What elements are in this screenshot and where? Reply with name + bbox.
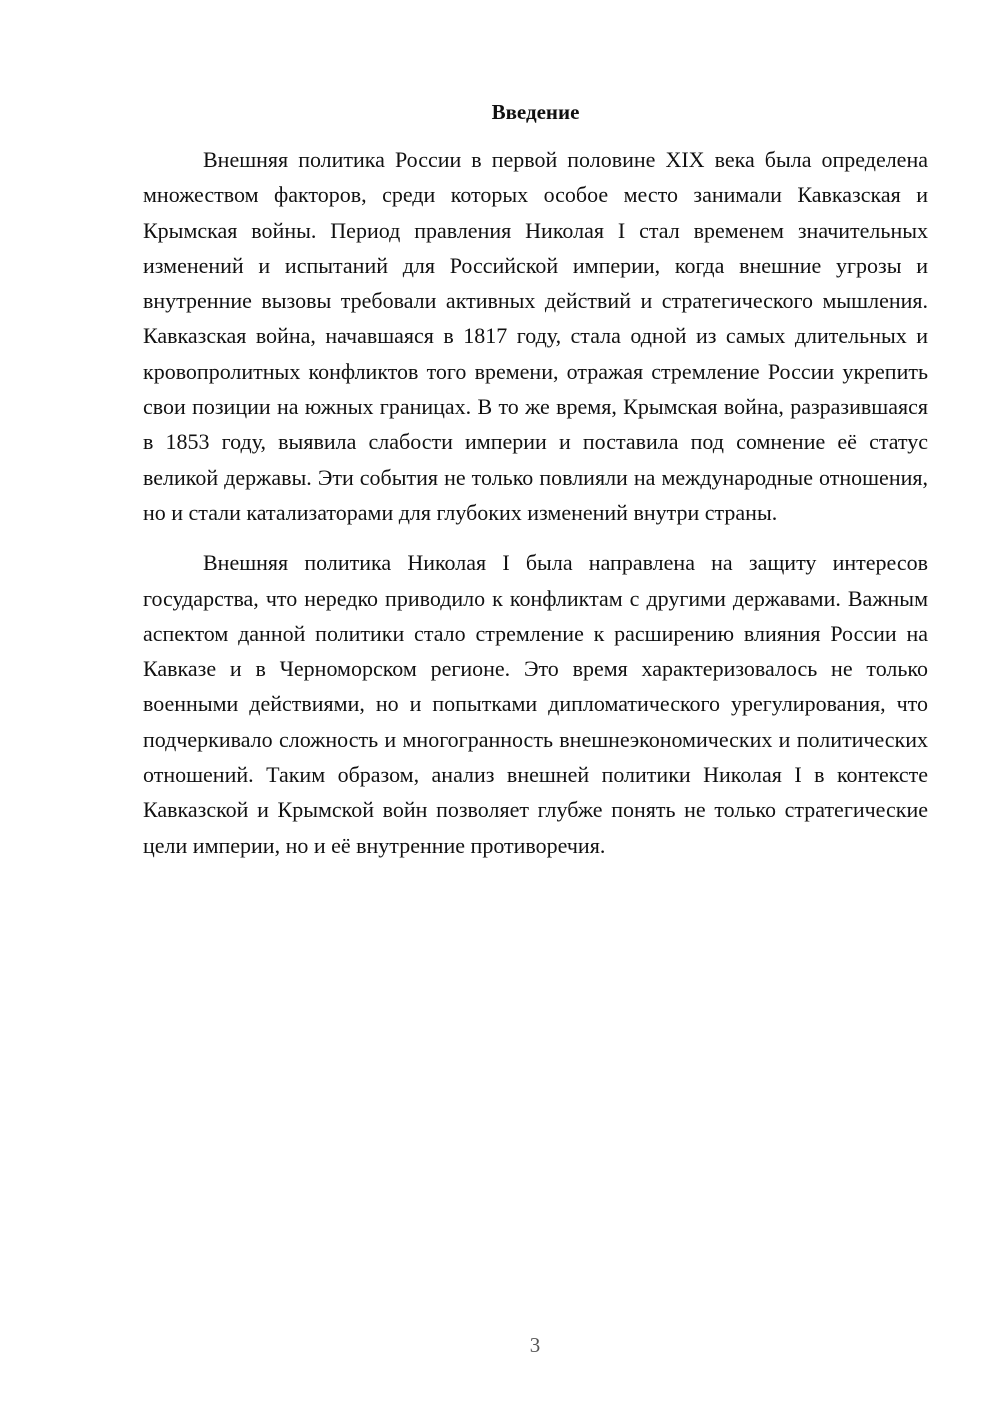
page-number: 3 [529,1333,541,1357]
paragraph-1: Внешняя политика России в первой половине XIX века была определена множеством факторов, среди которых особое место занимали Кавказская и Крымская войны. Период правления Николая I стал временем значительных изменений и испытаний для Российской империи, когда внешние угрозы и внутренние вызовы требовали активных действий и стратегического мышления. Кавказская война, начавшаяся в 1817 году, стала одной из самых длительных и кровопролитных конфликтов того времени, отражая стремление России укрепить свои позиции на южных границах. В то же время, Крымская война, разразившаяся в 1853 году, выявила слабости империи и поставила под сомнение её статус великой державы. Эти события не только повлияли на международные отношения, но и стали катализаторами для глубоких изменений внутри страны. [143,147,928,525]
page-heading: Введение [491,100,580,124]
body-text [143,142,928,878]
paragraph-2: Внешняя политика Николая I была направлена на защиту интересов государства, что нередко приводило к конфликтам с другими державами. Важным аспектом данной политики стало стремление к расширению влияния России на Кавказе и в Черноморском регионе. Это время характеризовалось не только военными действиями, но и попытками дипломатического урегулирования, что подчеркивало сложность и многогранность внешнеэкономических и политических отношений. Таким образом, анализ внешней политики Николая I в контексте Кавказской и Крымской войн позволяет глубже понять не только стратегические цели империи, но и её внутренние противоречия. [143,550,928,858]
